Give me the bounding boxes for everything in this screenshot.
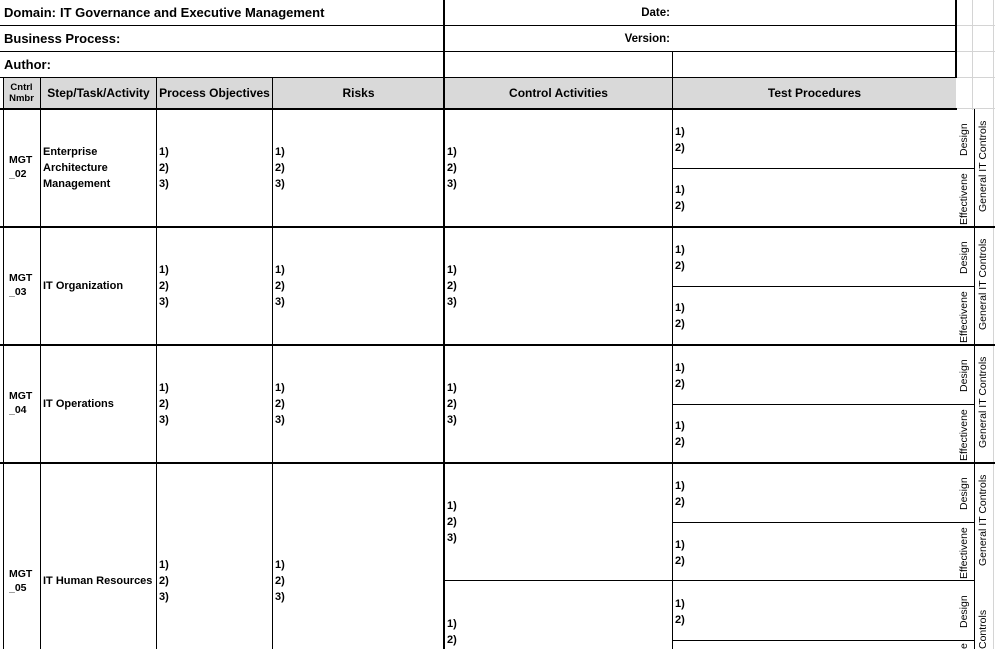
author-cell[interactable] [0, 52, 444, 77]
list-item: 3) [447, 296, 457, 308]
list-item: 1) [275, 264, 285, 276]
control-number [9, 153, 39, 181]
control-list[interactable] [447, 144, 457, 192]
border [974, 109, 975, 649]
list-item: 1) [447, 618, 457, 630]
list-item: 1) [275, 382, 285, 394]
column-header-step: Step/Task/Activity [41, 78, 156, 108]
list-item: 3) [275, 178, 285, 190]
business-process-label: Business Process: [4, 31, 121, 46]
list-item: 2) [159, 575, 169, 587]
list-item: 1) [447, 146, 457, 158]
list-item: 3) [159, 591, 169, 603]
list-item: 1) [447, 382, 457, 394]
list-item: 1) [675, 302, 685, 314]
step-line: IT Human Resources [43, 575, 153, 587]
list-item: 1) [159, 146, 169, 158]
list-item: 2) [675, 318, 685, 330]
code-prefix: MGT [9, 154, 33, 166]
list-item: 3) [275, 296, 285, 308]
border [40, 78, 41, 649]
border [272, 78, 273, 649]
gridline [957, 51, 995, 52]
effectiveness-label: Effectivene [958, 173, 970, 225]
list-item: 1) [159, 264, 169, 276]
list-item: 2) [675, 496, 685, 508]
gridline [957, 25, 995, 26]
border [0, 108, 957, 110]
version-field[interactable] [673, 26, 956, 51]
control-list[interactable] [447, 262, 457, 310]
objective-list[interactable] [159, 380, 169, 428]
list-item: 2) [447, 398, 457, 410]
effectiveness-test-list[interactable] [675, 182, 685, 214]
control-list[interactable] [447, 616, 457, 648]
code-suffix: _03 [9, 286, 27, 298]
step-text[interactable] [43, 573, 155, 589]
design-test-list[interactable] [675, 242, 685, 274]
list-item: 3) [447, 178, 457, 190]
gridline [993, 0, 994, 649]
effectiveness-test-list[interactable] [675, 300, 685, 332]
list-item: 1) [675, 126, 685, 138]
risk-list[interactable] [275, 380, 285, 428]
list-item: 2) [675, 614, 685, 626]
list-item: 1) [675, 362, 685, 374]
general-it-controls-label: General IT Controls [977, 474, 989, 566]
list-item: 1) [447, 500, 457, 512]
border [443, 0, 445, 649]
control-list[interactable] [447, 498, 457, 546]
effectiveness-test-list[interactable] [675, 418, 685, 450]
border [3, 78, 4, 649]
code-prefix: MGT [9, 390, 33, 402]
list-item: 1) [675, 480, 685, 492]
border [672, 52, 673, 649]
column-header-cntrl-nmbr [3, 78, 40, 108]
list-item: 2) [675, 142, 685, 154]
general-it-controls-label: Controls [977, 609, 989, 649]
risk-list[interactable] [275, 144, 285, 192]
list-item: 2) [275, 162, 285, 174]
row-divider [0, 226, 995, 228]
column-header-objectives: Process Objectives [157, 78, 272, 108]
list-item: 1) [675, 420, 685, 432]
step-line: IT Organization [43, 280, 124, 292]
date-label: Date: [641, 6, 670, 19]
list-item: 1) [675, 184, 685, 196]
general-it-controls-label: General IT Controls [977, 238, 989, 330]
step-line: Management [43, 178, 111, 190]
effectiveness-label: Effectivene [958, 291, 970, 343]
border [0, 77, 957, 78]
list-item: 3) [447, 414, 457, 426]
step-text[interactable] [43, 396, 155, 412]
list-item: 1) [675, 539, 685, 551]
list-item: 2) [447, 634, 457, 646]
list-item: 1) [275, 146, 285, 158]
list-item: 3) [275, 414, 285, 426]
author-value-field[interactable] [445, 52, 956, 77]
list-item: 2) [447, 280, 457, 292]
list-item: 2) [675, 555, 685, 567]
domain-cell[interactable] [0, 0, 444, 25]
border [955, 0, 957, 78]
sub-divider [673, 286, 975, 287]
effectiveness-label: Effectivene [958, 527, 970, 579]
design-label: Design [958, 241, 970, 274]
sub-divider [673, 640, 975, 641]
sub-divider [445, 580, 975, 581]
list-item: 3) [275, 591, 285, 603]
effectiveness-label: e [958, 643, 970, 649]
list-item: 2) [675, 378, 685, 390]
objective-list[interactable] [159, 144, 169, 192]
general-it-controls-label: General IT Controls [977, 120, 989, 212]
row-divider [0, 344, 995, 346]
step-text[interactable] [43, 278, 155, 294]
sub-divider [673, 168, 975, 169]
list-item: 3) [159, 296, 169, 308]
list-item: 2) [275, 575, 285, 587]
design-test-list[interactable] [675, 478, 685, 510]
list-item: 2) [447, 516, 457, 528]
list-item: 3) [159, 414, 169, 426]
list-item: 2) [675, 260, 685, 272]
list-item: 1) [159, 382, 169, 394]
border [0, 51, 956, 52]
cntrl-line: Cntrl [10, 82, 33, 93]
control-list[interactable] [447, 380, 457, 428]
code-prefix: MGT [9, 272, 33, 284]
sub-divider [673, 522, 975, 523]
risk-list[interactable] [275, 557, 285, 605]
list-item: 2) [675, 200, 685, 212]
nmbr-line: Nmbr [9, 93, 34, 104]
control-number [9, 389, 39, 417]
objective-list[interactable] [159, 557, 169, 605]
gridline [957, 77, 995, 78]
effectiveness-test-list[interactable] [675, 537, 685, 569]
step-text[interactable] [43, 144, 155, 192]
column-header-risks: Risks [273, 78, 444, 108]
risk-list[interactable] [275, 262, 285, 310]
step-line: IT Operations [43, 398, 114, 410]
list-item: 1) [675, 598, 685, 610]
objective-list[interactable] [159, 262, 169, 310]
list-item: 2) [275, 398, 285, 410]
step-line: Enterprise [43, 146, 98, 158]
design-label: Design [958, 359, 970, 392]
list-item: 2) [275, 280, 285, 292]
list-item: 1) [275, 559, 285, 571]
author-label: Author: [4, 57, 51, 72]
column-header-tests: Test Procedures [673, 78, 956, 108]
design-label: Design [958, 477, 970, 510]
domain-label: Domain: [4, 5, 56, 20]
list-item: 1) [447, 264, 457, 276]
list-item: 1) [675, 244, 685, 256]
gridline [972, 0, 973, 110]
domain-value: IT Governance and Executive Management [60, 5, 325, 20]
control-number [9, 271, 39, 299]
control-number [9, 567, 39, 595]
list-item: 1) [159, 559, 169, 571]
date-field[interactable] [673, 0, 956, 25]
gridline [957, 108, 995, 109]
list-item: 2) [675, 436, 685, 448]
design-test-list[interactable] [675, 124, 685, 156]
step-line: Architecture [43, 162, 108, 174]
sub-divider [673, 404, 975, 405]
code-suffix: _05 [9, 582, 27, 594]
design-label: Design [958, 595, 970, 628]
design-test-list[interactable] [675, 360, 685, 392]
design-test-list[interactable] [675, 596, 685, 628]
list-item: 2) [159, 398, 169, 410]
row-divider [0, 462, 995, 464]
border [444, 25, 956, 26]
border [156, 78, 157, 649]
list-item: 2) [159, 162, 169, 174]
code-suffix: _04 [9, 404, 27, 416]
version-label: Version: [624, 32, 670, 45]
border [0, 25, 444, 26]
code-suffix: _02 [9, 168, 27, 180]
effectiveness-label: Effectivene [958, 409, 970, 461]
general-it-controls-label: General IT Controls [977, 356, 989, 448]
list-item: 3) [159, 178, 169, 190]
code-prefix: MGT [9, 568, 33, 580]
design-label: Design [958, 123, 970, 156]
list-item: 2) [159, 280, 169, 292]
business-process-cell[interactable] [0, 26, 444, 51]
column-header-controls: Control Activities [445, 78, 672, 108]
list-item: 3) [447, 532, 457, 544]
list-item: 2) [447, 162, 457, 174]
